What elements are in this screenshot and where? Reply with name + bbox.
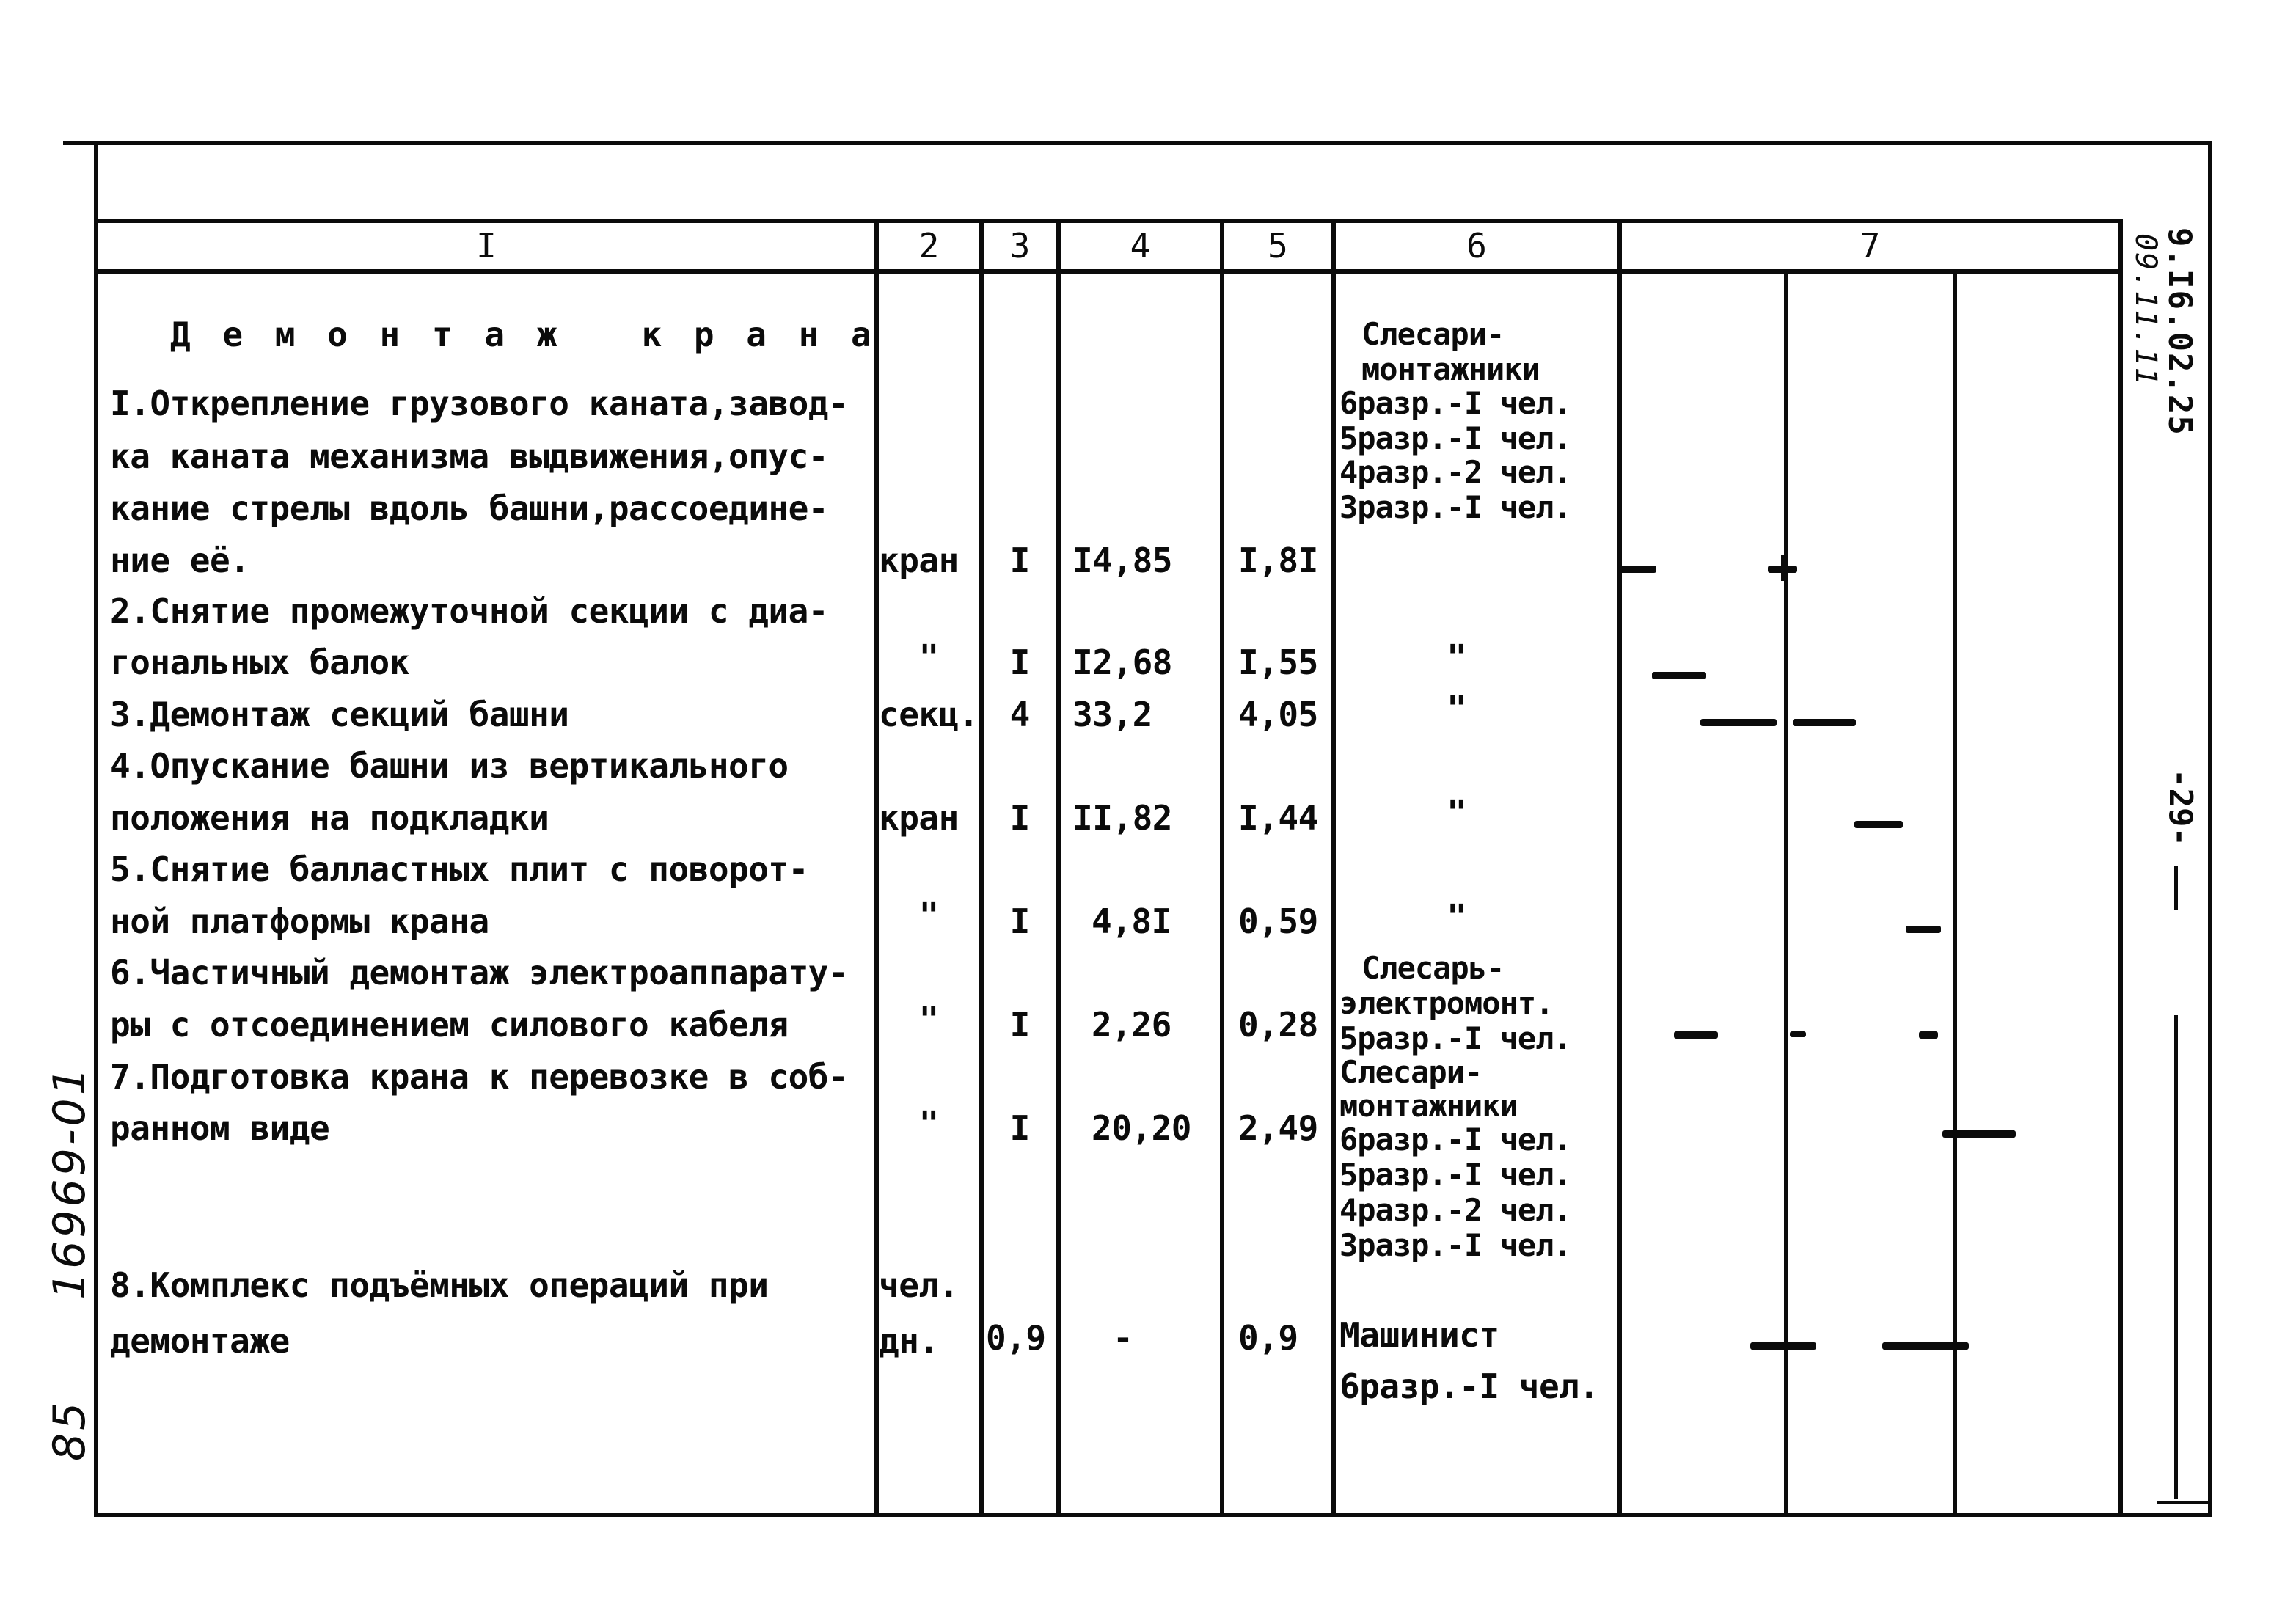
row-workers-line: 6разр.-I чел. [1339,1367,1599,1406]
row-col5: 4,05 [1238,695,1318,734]
row-workers-line: 5разр.-I чел. [1339,1020,1571,1056]
row-unit-line: дн. [879,1321,939,1361]
document-date: 09.11.11 [2129,233,2162,387]
row-workers-line: Слесарь- [1361,950,1505,986]
row-workers-line: 5разр.-I чел. [1339,420,1571,456]
row-unit: " [918,1000,940,1039]
schedule-bar [1750,1342,1816,1350]
header-col-2: 2 [918,226,940,266]
schedule-bar [1854,821,1903,828]
schedule-bar [1790,1031,1806,1037]
row-description-line: ры с отсоединением силового кабеля [110,1005,789,1045]
header-col-7: 7 [1860,226,1881,266]
row-description-line: ка каната механизма выдвижения,опус- [110,436,828,476]
header-col-5: 5 [1268,226,1288,266]
margin-line-bottom [2174,1015,2178,1499]
header-col-3: 3 [1009,226,1031,266]
row-description-line: положения на подкладки [110,798,549,838]
row-unit: " [918,896,940,935]
row-workers-line: 6разр.-I чел. [1339,385,1571,421]
row-workers: " [1447,689,1467,728]
row-workers-line: 4разр.-2 чел. [1339,1192,1571,1228]
row-col4: 4,8I [1092,901,1171,941]
row-workers: " [1447,637,1467,677]
row-workers-line: монтажники [1339,1088,1518,1124]
row-col5: I,44 [1238,798,1318,838]
schedule-bar [1882,1342,1969,1350]
row-qty: I [1009,1108,1031,1148]
row-workers-line: 3разр.-I чел. [1339,1227,1571,1263]
row-col4: - [1113,1318,1133,1358]
row-unit: кран [879,541,959,580]
row-workers: " [1447,793,1467,833]
schedule-bar [1652,672,1706,679]
row-unit: " [918,1104,940,1144]
document-code: 9.I6.02.25 [2161,227,2198,436]
row-workers-line: Машинист [1339,1315,1499,1355]
row-unit-line: чел. [879,1265,959,1305]
margin-line-top [2174,866,2178,910]
schedule-bar [1906,926,1941,933]
row-qty: I [1009,901,1031,941]
row-workers-line: 5разр.-I чел. [1339,1157,1571,1193]
schedule-bar [1620,566,1656,573]
row-unit: " [918,637,940,677]
row-col5: 0,28 [1238,1005,1318,1045]
header-col-6: 6 [1466,226,1487,266]
row-description-line: ние её. [110,541,250,580]
row-col4: 33,2 [1072,695,1152,734]
row-description-line: 3.Демонтаж секций башни [110,695,569,734]
row-workers: " [1447,897,1467,937]
row-qty: I [1009,1005,1031,1045]
row-unit: кран [879,798,959,838]
row-workers-line: 3разр.-I чел. [1339,489,1571,525]
row-description-line: гональных балок [110,643,409,682]
archive-stamp-number: 85 [44,1399,95,1461]
row-description-line: кание стрелы вдоль башни,рассоедине- [110,489,828,528]
row-qty: I [1009,541,1031,580]
archive-stamp: 16969-01 [44,1064,95,1300]
header-col-1: I [476,226,497,266]
row-description-line: 8.Комплекс подъёмных операций при [110,1265,769,1305]
row-col5: 2,49 [1238,1108,1318,1148]
page-number: -29- [2162,769,2199,846]
schedule-bar [1919,1031,1938,1039]
row-workers-line: электромонт. [1339,985,1554,1021]
row-description-line: 7.Подготовка крана к перевозке в соб- [110,1057,849,1097]
row-col5: 0,59 [1238,901,1318,941]
row-description-line: 5.Снятие балластных плит с поворот- [110,849,808,889]
row-description-line: ной платформы крана [110,901,489,941]
row-col4: 20,20 [1092,1108,1191,1148]
row-col5: 0,9 [1238,1318,1298,1358]
row-description-line: 6.Частичный демонтаж электроаппарату- [110,953,849,992]
row-description-line: ранном виде [110,1108,330,1148]
row-col4: II,82 [1072,798,1172,838]
section-title: Д е м о н т а ж к р а н а [170,315,877,354]
row-qty: I [1009,643,1031,682]
row-col5: I,8I [1238,541,1318,580]
row-description-line: 4.Опускание башни из вертикального [110,746,789,786]
row-col4: 2,26 [1092,1005,1171,1045]
schedule-tick [1781,555,1785,581]
schedule-bar [1793,719,1856,726]
header-col-4: 4 [1130,226,1151,266]
schedule-bar [1942,1130,2016,1138]
row-workers-line: Слесари- [1361,316,1505,352]
row-workers-line: Слесари- [1339,1054,1482,1090]
row-col4: I4,85 [1072,541,1172,580]
row-workers-line: 6разр.-I чел. [1339,1122,1571,1157]
row-qty: 4 [1009,695,1031,734]
row-description-line: I.Открепление грузового каната,завод- [110,384,849,423]
row-qty: 0,9 [986,1318,1046,1358]
row-description-line: демонтаже [110,1321,290,1361]
schedule-bar [1700,719,1777,726]
row-workers-line: 4разр.-2 чел. [1339,454,1571,490]
row-qty: I [1009,798,1031,838]
row-unit: секц. [879,695,979,734]
row-col5: I,55 [1238,643,1318,682]
row-description-line: 2.Снятие промежуточной секции с диа- [110,591,828,631]
schedule-bar [1674,1031,1718,1039]
row-col4: I2,68 [1072,643,1172,682]
row-workers-line: монтажники [1361,351,1540,387]
